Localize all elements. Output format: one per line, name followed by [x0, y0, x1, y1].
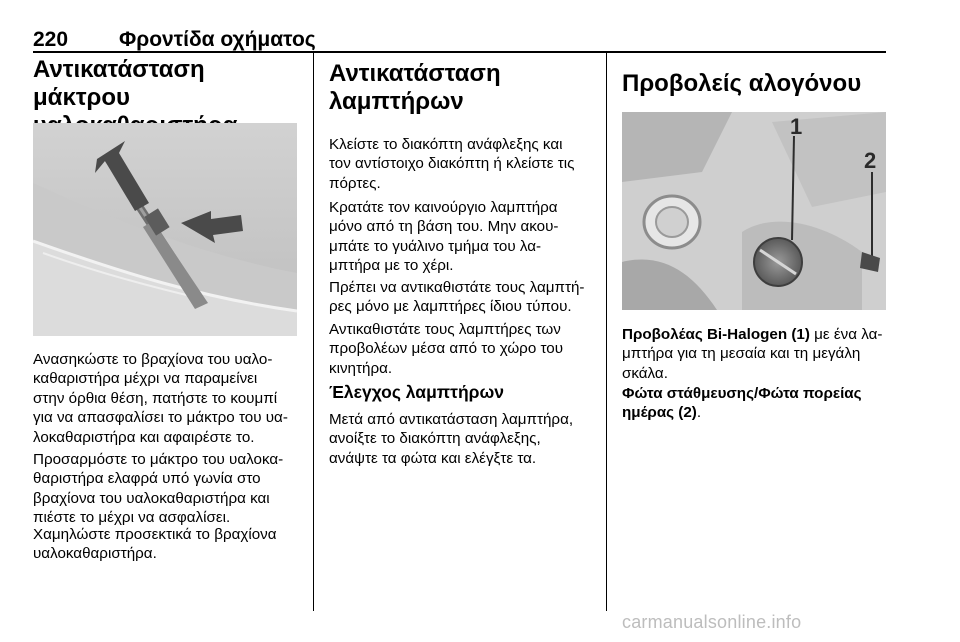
callout-1: 1	[790, 114, 803, 139]
headlight-figure	[622, 112, 886, 310]
headlight-cap-left-inner	[656, 207, 688, 237]
bulb-replacement-heading: Αντικατάσταση λαμπτήρων	[329, 60, 501, 115]
item1-label: Προβολέας Bi-Halogen (1)	[622, 326, 810, 343]
item2-description: .	[696, 404, 702, 422]
col3-item-1	[622, 325, 890, 383]
col1-paragraph-1: Ανασηκώστε το βραχίονα του υαλο- καθαριστήρα μέχρι να παραμείνει στην όρθια θέση, πατήστε το κουμπί για να απασφαλίσει το μάκτρο του υα- λοκαθαριστήρα και αφαιρέστε το.	[33, 351, 288, 446]
watermark-text: carmanualsonline.info	[622, 612, 802, 632]
col3-item-2	[622, 384, 890, 423]
wiper-figure	[33, 123, 297, 336]
item2-label: Φώτα στάθμευσης/Φώτα πορείας ημέρας (2)	[622, 385, 862, 422]
callout-2: 2	[864, 148, 877, 173]
page-number: 220	[33, 28, 69, 51]
halogen-headlights-heading: Προβολείς αλογόνου	[622, 70, 862, 97]
column-divider-1	[313, 53, 314, 611]
col2-paragraph-3: Πρέπει να αντικαθιστάτε τους λαμπτή- ρες μόνο με λαμπτήρες ίδιου τύπου.	[329, 279, 585, 316]
col1-paragraph-2: Προσαρμόστε το μάκτρο του υαλοκα- θαριστήρα ελαφρά υπό γωνία στο βραχίονα του υαλοκαθαριστήρα και πιέστε το μέχρι να ασφαλίσει.	[33, 451, 284, 527]
col2-paragraph-1: Κλείστε το διακόπτη ανάφλεξης και τον αντίστοιχο διακόπτη ή κλείστε τις πόρτες.	[329, 136, 575, 192]
headlight-illustration	[622, 112, 886, 310]
bulb-check-heading: Έλεγχος λαμπτήρων	[329, 382, 505, 402]
chapter-title: Φροντίδα οχήματος	[119, 28, 316, 51]
column-divider-2	[606, 53, 607, 611]
header-rule	[33, 51, 886, 53]
wiper-illustration	[33, 123, 297, 336]
item1-description: με ένα λα- μπτήρα για τη μεσαία και τη μεγάλη σκάλα.	[622, 326, 883, 382]
col2-sub-paragraph: Μετά από αντικατάσταση λαμπτήρα, ανοίξτε το διακόπτη ανάφλεξης, ανάψτε τα φώτα και ελέγξτε τα.	[329, 411, 574, 467]
page-header	[33, 28, 887, 52]
col2-paragraph-2: Κρατάτε τον καινούργιο λαμπτήρα μόνο από τη βάση του. Μην ακου- μπάτε το γυάλινο τμήμα του λα- μπτήρα με το χέρι.	[329, 199, 559, 275]
wiper-blade-heading: Αντικατάσταση μάκτρου	[33, 56, 205, 111]
col1-paragraph-3: Χαμηλώστε προσεκτικά το βραχίονα υαλοκαθαριστήρα.	[33, 526, 277, 563]
col2-paragraph-4: Αντικαθιστάτε τους λαμπτήρες των προβολέων μέσα από το χώρο του κινητήρα.	[329, 321, 564, 377]
